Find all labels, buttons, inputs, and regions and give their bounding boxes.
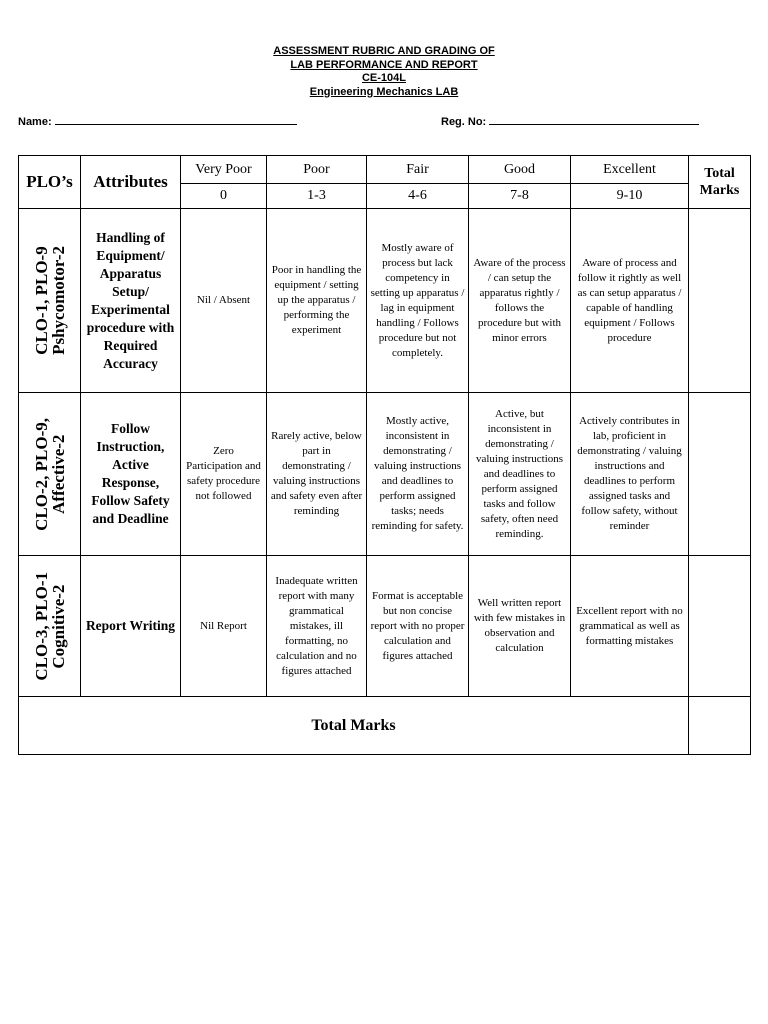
grand-total-cell[interactable] [689, 697, 751, 755]
attributes-header: Attributes [81, 156, 181, 209]
plo-cell [19, 393, 81, 556]
criteria-cell: Zero Participation and safety procedure not followed [181, 393, 267, 556]
criteria-cell: Nil Report [181, 556, 267, 697]
criteria-cell: Aware of the process / can setup the apparatus rightly / follows the procedure but with minor errors [469, 209, 571, 393]
criteria-cell: Mostly aware of process but lack competency in setting up apparatus / lag in equipment handling / Follows procedure but not completely. [367, 209, 469, 393]
criteria-cell: Poor in handling the equipment / setting up the apparatus / performing the experiment [267, 209, 367, 393]
header-line-2: LAB PERFORMANCE AND REPORT [290, 58, 478, 71]
plo-label: CLO-2, PLO-9, Affective-2 [31, 417, 68, 531]
reg-no-field [441, 114, 699, 128]
level-poor-header: Poor [267, 156, 367, 184]
level-very-poor-header: Very Poor [181, 156, 267, 184]
table-row [19, 556, 751, 697]
total-marks-cell[interactable] [689, 556, 751, 697]
level-good-header: Good [469, 156, 571, 184]
criteria-cell: Rarely active, below part in demonstrating / valuing instructions and safety even after reminding [267, 393, 367, 556]
criteria-cell: Well written report with few mistakes in observation and calculation [469, 556, 571, 697]
attribute-cell: Handling of Equipment/ Apparatus Setup/ Experimental procedure with Required Accuracy [81, 209, 181, 393]
total-marks-header: Total Marks [689, 156, 751, 209]
rubric-table [18, 155, 751, 755]
criteria-cell: Inadequate written report with many grammatical mistakes, ill formatting, no calculation and no figures attached [267, 556, 367, 697]
table-row [19, 209, 751, 393]
level-excellent-score: 9-10 [571, 184, 689, 209]
criteria-cell: Active, but inconsistent in demonstrating / valuing instructions and deadlines to perform assigned tasks and follow safety, often need reminding. [469, 393, 571, 556]
level-excellent-header: Excellent [571, 156, 689, 184]
document-header [0, 45, 768, 99]
level-good-score: 7-8 [469, 184, 571, 209]
total-marks-cell[interactable] [689, 393, 751, 556]
plo-label: CLO-3, PLO-1 Cognitive-2 [31, 571, 68, 681]
reg-no-blank-line[interactable] [489, 114, 699, 125]
name-field [18, 114, 297, 128]
header-line-4: Engineering Mechanics LAB [309, 85, 459, 98]
criteria-cell: Mostly active, inconsistent in demonstrating / valuing instructions and deadlines to perform assigned tasks; needs reminding for safety. [367, 393, 469, 556]
plo-cell [19, 209, 81, 393]
header-line-3: CE-104L [361, 72, 407, 84]
plo-cell [19, 556, 81, 697]
level-very-poor-score: 0 [181, 184, 267, 209]
criteria-cell: Actively contributes in lab, proficient in demonstrating / valuing instructions and deadlines to perform assigned tasks and follow safety, without reminder [571, 393, 689, 556]
attribute-cell: Report Writing [81, 556, 181, 697]
criteria-cell: Format is acceptable but non concise report with no proper calculation and figures attached [367, 556, 469, 697]
level-poor-score: 1-3 [267, 184, 367, 209]
name-label: Name: [18, 116, 52, 128]
level-fair-header: Fair [367, 156, 469, 184]
name-blank-line[interactable] [55, 114, 297, 125]
criteria-cell: Aware of process and follow it rightly as well as can setup apparatus / capable of handling equipment / Follows procedure [571, 209, 689, 393]
header-line-1: ASSESSMENT RUBRIC AND GRADING OF [273, 45, 495, 57]
attribute-cell: Follow Instruction, Active Response, Follow Safety and Deadline [81, 393, 181, 556]
total-marks-label: Total Marks [19, 697, 689, 755]
reg-no-label: Reg. No: [441, 116, 487, 128]
table-row [19, 393, 751, 556]
criteria-cell: Nil / Absent [181, 209, 267, 393]
plos-header: PLO’s [19, 156, 81, 209]
level-fair-score: 4-6 [367, 184, 469, 209]
criteria-cell: Excellent report with no grammatical as well as formatting mistakes [571, 556, 689, 697]
plo-label: CLO-1, PLO-9 Pshycomotor-2 [31, 246, 68, 355]
total-marks-cell[interactable] [689, 209, 751, 393]
